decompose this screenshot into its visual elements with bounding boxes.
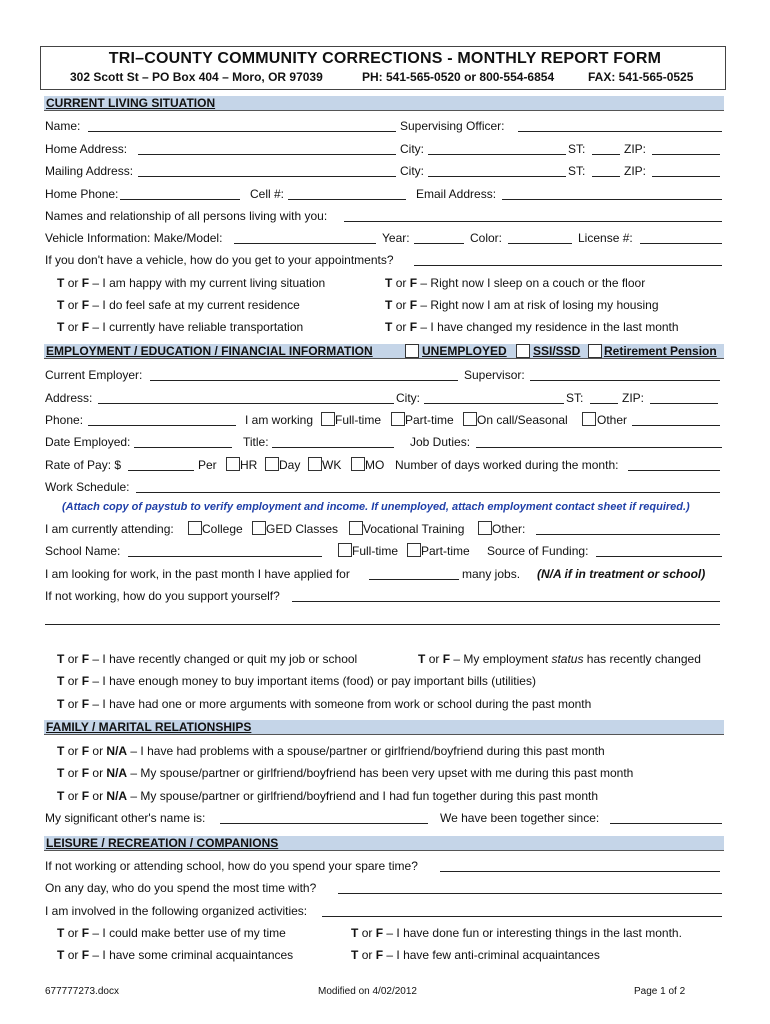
jobs-applied-field[interactable] — [369, 579, 459, 580]
funding-label: Source of Funding: — [487, 544, 589, 558]
together-since-label: We have been together since: — [440, 811, 600, 825]
school-fulltime-checkbox[interactable] — [338, 543, 352, 557]
vocational-label: Vocational Training — [363, 522, 465, 536]
tf-statement: – I could make better use of my time — [92, 926, 286, 940]
mailing-zip-field[interactable] — [652, 176, 720, 177]
footer-page-number: Page 1 of 2 — [634, 986, 686, 997]
day-label: Day — [279, 458, 301, 472]
ssi-label: SSI/SSD — [533, 344, 581, 358]
supervisor-label: Supervisor: — [464, 368, 525, 382]
employer-city-label: City: — [396, 391, 420, 405]
tf-row[interactable]: T or F – Right now I am at risk of losing my housing — [385, 298, 659, 312]
employer-zip-field[interactable] — [650, 403, 718, 404]
tf-row[interactable]: T or F – I have recently changed or quit my job or school — [57, 652, 358, 666]
tf-statement: – I do feel safe at my current residence — [92, 298, 300, 312]
no-vehicle-field[interactable] — [414, 265, 722, 266]
ged-label: GED Classes — [266, 522, 339, 536]
school-fulltime-label: Full-time — [352, 544, 399, 558]
name-field[interactable] — [88, 131, 396, 132]
ged-checkbox[interactable] — [252, 521, 266, 535]
employer-zip-label: ZIP: — [622, 391, 645, 405]
home-city-field[interactable] — [428, 154, 566, 155]
wk-label: WK — [322, 458, 342, 472]
footer-filename: 677777273.docx — [45, 986, 119, 997]
sig-other-field[interactable] — [220, 823, 428, 824]
school-parttime-checkbox[interactable] — [407, 543, 421, 557]
tf-row[interactable]: T or F – I am happy with my current living situation — [57, 276, 326, 290]
home-phone-field[interactable] — [120, 199, 240, 200]
home-address-label: Home Address: — [45, 142, 128, 156]
employer-address-label: Address: — [45, 391, 93, 405]
tf-statement: – I have some criminal acquaintances — [92, 948, 294, 962]
hr-label: HR — [240, 458, 258, 472]
agency-phone: PH: 541-565-0520 or 800-554-6854 — [362, 70, 555, 84]
most-time-label: On any day, who do you spend the most time with? — [45, 881, 317, 895]
vehicle-color-label: Color: — [470, 231, 503, 245]
home-address-field[interactable] — [138, 154, 396, 155]
supervising-officer-field[interactable] — [518, 131, 722, 132]
home-zip-field[interactable] — [652, 154, 720, 155]
parttime-label: Part-time — [405, 413, 454, 427]
rate-label: Rate of Pay: $ — [45, 458, 122, 472]
employer-st-field[interactable] — [590, 403, 618, 404]
days-worked-label: Number of days worked during the month: — [395, 458, 619, 472]
tf-statement: – My spouse/partner or girlfriend/boyfriend and I had fun together during this past month — [130, 789, 599, 803]
tf-na-row[interactable]: T or F or N/A – My spouse/partner or girlfriend/boyfriend and I had fun together during this past month — [57, 789, 599, 803]
license-field[interactable] — [640, 243, 722, 244]
agency-fax: FAX: 541-565-0525 — [588, 70, 694, 84]
section-heading-living: CURRENT LIVING SITUATION — [46, 96, 216, 110]
tf-statement: – I have had problems with a spouse/partner or girlfriend/boyfriend during this past month — [130, 744, 605, 758]
no-vehicle-label: If you don't have a vehicle, how do you get to your appointments? — [45, 253, 394, 267]
mo-label: MO — [365, 458, 385, 472]
tf-row[interactable]: T or F – I have done fun or interesting things in the last month. — [351, 926, 682, 940]
household-label: Names and relationship of all persons living with you: — [45, 209, 328, 223]
tf-statement: – I have enough money to buy important items (food) or pay important bills (utilities) — [92, 674, 536, 688]
support-field[interactable] — [292, 601, 720, 602]
schedule-field[interactable] — [136, 492, 720, 493]
hr-checkbox[interactable] — [226, 457, 240, 471]
mailing-city-field[interactable] — [428, 176, 566, 177]
school-name-label: School Name: — [45, 544, 121, 558]
mailing-st-field[interactable] — [592, 176, 620, 177]
email-label: Email Address: — [416, 187, 497, 201]
rate-field[interactable] — [128, 470, 194, 471]
mailing-st-label: ST: — [568, 164, 586, 178]
wk-checkbox[interactable] — [308, 457, 322, 471]
employer-phone-field[interactable] — [88, 425, 236, 426]
parttime-checkbox[interactable] — [391, 412, 405, 426]
other-school-checkbox[interactable] — [478, 521, 492, 535]
fulltime-label: Full-time — [335, 413, 382, 427]
employer-city-field[interactable] — [424, 403, 564, 404]
tf-statement: – I have changed my residence in the last month — [420, 320, 679, 334]
college-checkbox[interactable] — [188, 521, 202, 535]
days-worked-field[interactable] — [628, 470, 720, 471]
college-label: College — [202, 522, 243, 536]
vehicle-color-field[interactable] — [508, 243, 572, 244]
employer-st-label: ST: — [566, 391, 584, 405]
tf-row[interactable]: T or F – My employment status has recently changed — [418, 652, 701, 666]
tf-na-row[interactable]: T or F or N/A – My spouse/partner or girlfriend/boyfriend has been very upset with me during this past month — [57, 766, 634, 780]
current-employer-field[interactable] — [150, 380, 458, 381]
section-heading-leisure: LEISURE / RECREATION / COMPANIONS — [46, 836, 279, 850]
many-jobs-label: many jobs. — [462, 567, 521, 581]
other-job-field[interactable] — [632, 425, 720, 426]
tf-statement: – I have had one or more arguments with someone from work or school during the past month — [92, 697, 592, 711]
school-parttime-label: Part-time — [421, 544, 470, 558]
employer-address-field[interactable] — [98, 403, 394, 404]
organized-field[interactable] — [322, 916, 722, 917]
tf-statement: – I have done fun or interesting things in the last month. — [386, 926, 682, 940]
license-label: License #: — [578, 231, 633, 245]
supervising-officer-label: Supervising Officer: — [400, 119, 505, 133]
current-employer-label: Current Employer: — [45, 368, 143, 382]
organized-label: I am involved in the following organized activities: — [45, 904, 308, 918]
oncall-label: On call/Seasonal — [477, 413, 568, 427]
cell-field[interactable] — [288, 199, 406, 200]
home-city-label: City: — [400, 142, 424, 156]
job-title-field[interactable] — [272, 447, 394, 448]
support-label: If not working, how do you support yourself? — [45, 589, 280, 603]
looking-label: I am looking for work, in the past month I have applied for — [45, 567, 350, 581]
tf-row[interactable]: T or F – I have had one or more arguments with someone from work or school during the past month — [57, 697, 592, 711]
job-duties-label: Job Duties: — [410, 435, 471, 449]
other-school-field[interactable] — [536, 534, 720, 535]
email-field[interactable] — [502, 199, 722, 200]
paystub-note: (Attach copy of paystub to verify employment and income. If unemployed, attach employment contact sheet if required.) — [62, 501, 690, 513]
mailing-address-field[interactable] — [138, 176, 396, 177]
support-field-line-2[interactable] — [45, 624, 720, 625]
most-time-field[interactable] — [338, 893, 722, 894]
attending-label: I am currently attending: — [45, 522, 174, 536]
working-label: I am working — [245, 413, 314, 427]
name-label: Name: — [45, 119, 81, 133]
tf-row[interactable]: T or F – I have few anti-criminal acquaintances — [351, 948, 600, 962]
mailing-zip-label: ZIP: — [624, 164, 647, 178]
tf-statement: – I am happy with my current living situation — [92, 276, 326, 290]
section-heading-family: FAMILY / MARITAL RELATIONSHIPS — [46, 720, 252, 734]
vehicle-year-field[interactable] — [414, 243, 464, 244]
home-zip-label: ZIP: — [624, 142, 647, 156]
vehicle-label: Vehicle Information: Make/Model: — [45, 231, 223, 245]
tf-row[interactable]: T or F – I have some criminal acquaintances — [57, 948, 294, 962]
home-st-label: ST: — [568, 142, 586, 156]
vehicle-year-label: Year: — [382, 231, 410, 245]
spare-time-label: If not working or attending school, how do you spend your spare time? — [45, 859, 418, 873]
footer-modified: Modified on 4/02/2012 — [318, 986, 417, 997]
supervisor-field[interactable] — [530, 380, 720, 381]
oncall-checkbox[interactable] — [463, 412, 477, 426]
tf-na-row[interactable]: T or F or N/A – I have had problems with a spouse/partner or girlfriend/boyfriend during this past month — [57, 744, 605, 758]
tf-row[interactable]: T or F – I currently have reliable transportation — [57, 320, 304, 334]
vehicle-make-field[interactable] — [234, 243, 376, 244]
tf-statement: – My spouse/partner or girlfriend/boyfriend has been very upset with me during this past month — [130, 766, 634, 780]
home-phone-label: Home Phone: — [45, 187, 119, 201]
date-employed-field[interactable] — [134, 447, 232, 448]
retirement-label: Retirement Pension — [604, 344, 717, 358]
home-st-field[interactable] — [592, 154, 620, 155]
vocational-checkbox[interactable] — [349, 521, 363, 535]
tf-row[interactable]: T or F – I do feel safe at my current residence — [57, 298, 300, 312]
employer-phone-label: Phone: — [45, 413, 84, 427]
together-since-field[interactable] — [610, 823, 722, 824]
cell-label: Cell #: — [250, 187, 285, 201]
tf-statement: – I have few anti-criminal acquaintances — [386, 948, 600, 962]
household-field[interactable] — [344, 221, 722, 222]
day-checkbox[interactable] — [265, 457, 279, 471]
tf-row[interactable]: T or F – I could make better use of my time — [57, 926, 286, 940]
fulltime-checkbox[interactable] — [321, 412, 335, 426]
tf-row[interactable]: T or F – I have enough money to buy important items (food) or pay important bills (utilities) — [57, 674, 536, 688]
other-job-label: Other — [597, 413, 628, 427]
other-job-checkbox[interactable] — [582, 412, 596, 426]
spare-time-field[interactable] — [440, 871, 720, 872]
mailing-city-label: City: — [400, 164, 424, 178]
unemployed-checkbox[interactable] — [405, 344, 419, 358]
job-duties-field[interactable] — [476, 447, 722, 448]
unemployed-label: UNEMPLOYED — [422, 344, 507, 358]
section-heading-employment: EMPLOYMENT / EDUCATION / FINANCIAL INFORMATION — [46, 344, 373, 358]
tf-statement: – I currently have reliable transportation — [92, 320, 304, 334]
form-title: TRI–COUNTY COMMUNITY CORRECTIONS - MONTHLY REPORT FORM — [108, 50, 662, 67]
agency-address: 302 Scott St – PO Box 404 – Moro, OR 97039 — [70, 70, 323, 84]
tf-statement: – Right now I sleep on a couch or the floor — [420, 276, 646, 290]
mo-checkbox[interactable] — [351, 457, 365, 471]
tf-statement: – I have recently changed or quit my job or school — [92, 652, 358, 666]
retirement-checkbox[interactable] — [588, 344, 602, 358]
ssi-checkbox[interactable] — [516, 344, 530, 358]
job-title-label: Title: — [243, 435, 269, 449]
na-note: (N/A if in treatment or school) — [537, 567, 706, 581]
school-name-field[interactable] — [128, 556, 322, 557]
schedule-label: Work Schedule: — [45, 480, 130, 494]
date-employed-label: Date Employed: — [45, 435, 131, 449]
sig-other-label: My significant other's name is: — [45, 811, 206, 825]
per-label: Per — [198, 458, 217, 472]
tf-row[interactable]: T or F – I have changed my residence in the last month — [385, 320, 679, 334]
tf-row[interactable]: T or F – Right now I sleep on a couch or the floor — [385, 276, 646, 290]
funding-field[interactable] — [596, 556, 722, 557]
tf-statement: – Right now I am at risk of losing my housing — [420, 298, 659, 312]
other-school-label: Other: — [492, 522, 526, 536]
mailing-address-label: Mailing Address: — [45, 164, 134, 178]
